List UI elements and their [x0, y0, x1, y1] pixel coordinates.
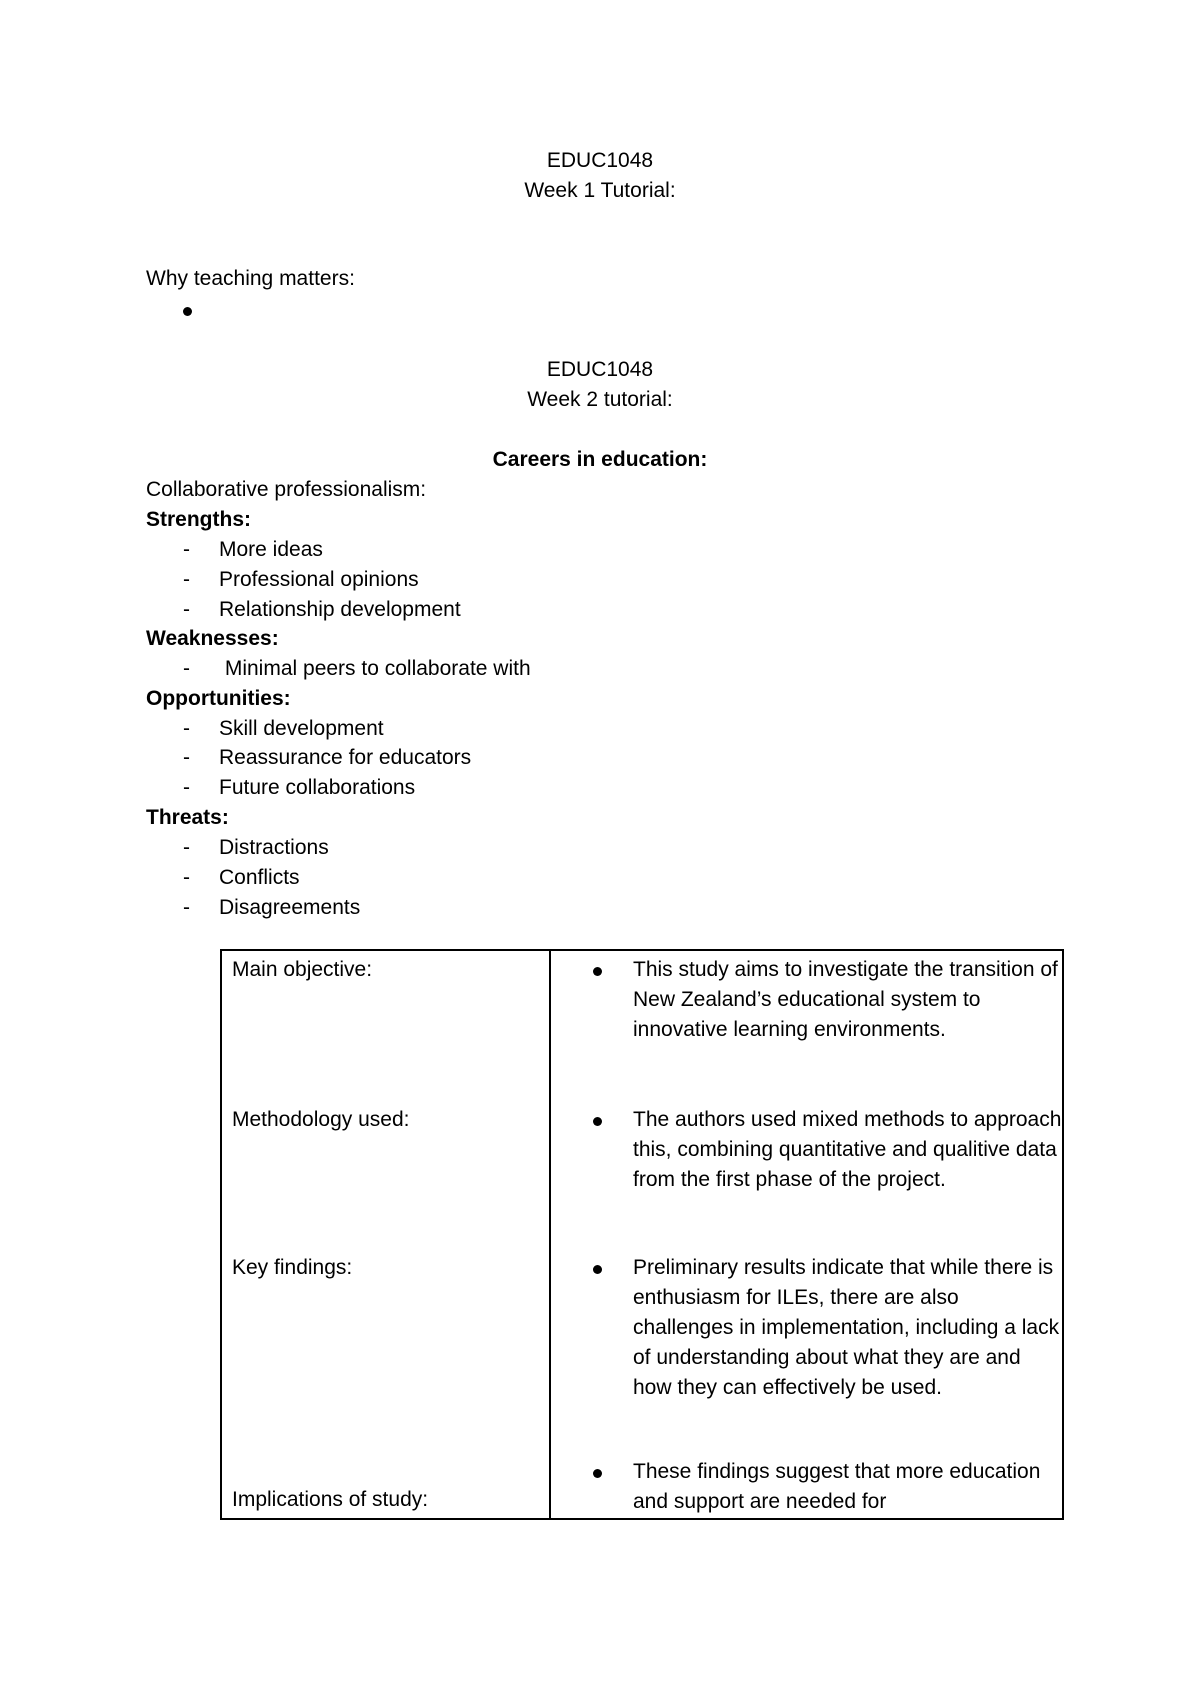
list-item: - Reassurance for educators — [183, 746, 472, 769]
implications-text: These findings suggest that more education and support are needed for — [633, 1460, 1041, 1513]
list-item: - More ideas — [183, 538, 323, 561]
careers-heading: Careers in education: — [492, 448, 708, 471]
implications-label: Implications of study: — [232, 1488, 429, 1511]
study-summary-table — [220, 949, 1064, 1520]
list-item: - Professional opinions — [183, 568, 419, 591]
list-item: - Skill development — [183, 717, 384, 740]
week1-section-heading: Why teaching matters: — [146, 267, 355, 290]
list-item: - Distractions — [183, 836, 329, 859]
list-item: - Future collaborations — [183, 776, 416, 799]
list-item: - Minimal peers to collaborate with — [183, 657, 531, 680]
empty-bullet — [183, 307, 192, 316]
methodology-text: The authors used mixed methods to approach this, combining quantitative and qualitive data from the first phase of the project. — [633, 1108, 1062, 1191]
bullet — [593, 1265, 602, 1274]
bullet — [593, 1117, 602, 1126]
week1-course-code: EDUC1048 — [546, 149, 654, 172]
table-content-column — [550, 950, 1063, 1519]
week2-course-code: EDUC1048 — [546, 358, 654, 381]
key-findings-label: Key findings: — [232, 1256, 353, 1279]
table-label-column — [221, 950, 550, 1519]
weaknesses-label: Weaknesses: — [146, 627, 279, 650]
week1-title: Week 1 Tutorial: — [524, 179, 676, 202]
methodology-label: Methodology used: — [232, 1108, 410, 1131]
strengths-label: Strengths: — [146, 508, 251, 531]
bullet — [593, 967, 602, 976]
list-item: - Disagreements — [183, 896, 361, 919]
list-item: - Relationship development — [183, 598, 461, 621]
key-findings-text: Preliminary results indicate that while there is enthusiasm for ILEs, there are also challenges in implementation, including a lack of understanding about what they are and how they can effectively be used. — [633, 1256, 1060, 1399]
main-objective-label: Main objective: — [232, 958, 373, 981]
week2-title: Week 2 tutorial: — [527, 388, 673, 411]
opportunities-label: Opportunities: — [146, 687, 291, 710]
list-item: - Conflicts — [183, 866, 300, 889]
topic-heading: Collaborative professionalism: — [146, 478, 427, 501]
threats-label: Threats: — [146, 806, 229, 829]
bullet — [593, 1469, 602, 1478]
main-objective-text: This study aims to investigate the transition of New Zealand’s educational system to innovative learning environments. — [633, 958, 1058, 1041]
